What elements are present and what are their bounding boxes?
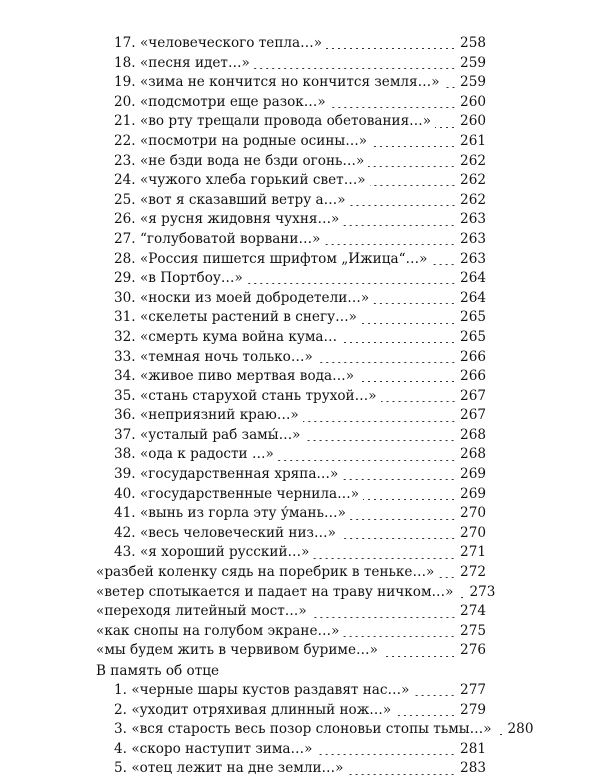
toc-entry-title (114, 465, 338, 485)
toc-entry[interactable] (96, 171, 486, 191)
toc-entry[interactable] (96, 93, 486, 113)
toc-entry-number: 17. (114, 35, 136, 51)
toc-entry-number: 26. (114, 211, 136, 228)
toc-entry-number: 25. (114, 191, 136, 208)
dot-leader (368, 166, 456, 167)
toc-entry-number: 5. (114, 760, 127, 777)
toc-entry-number: 33. (114, 348, 136, 365)
numbered-poems-list (96, 34, 486, 563)
dot-leader (316, 754, 456, 755)
toc-entry[interactable] (96, 720, 534, 740)
toc-entry-text: «Россия пишется шрифтом „Ижица“…» (139, 250, 428, 267)
toc-entry-text: «песня идет…» (139, 54, 250, 71)
toc-entry-page-number: 274 (460, 603, 486, 620)
toc-entry-title (114, 210, 339, 230)
toc-entry-text: «я русня жидовня чухня…» (139, 211, 340, 228)
dot-leader (342, 479, 456, 480)
toc-entry-title (96, 602, 307, 622)
dot-leader (343, 636, 456, 637)
toc-entry-number: 37. (114, 426, 136, 443)
dot-leader (350, 519, 456, 520)
toc-entry-title (114, 269, 243, 289)
toc-entry-text: «в Портбоу…» (139, 270, 243, 287)
toc-entry[interactable] (96, 348, 486, 368)
toc-entry-text: «мы будем жить в червивом буриме…» (96, 642, 378, 659)
toc-entry[interactable] (96, 465, 486, 485)
toc-entry-text: «черные шары кустов раздавят нас…» (131, 682, 410, 698)
toc-entry-page-number: 271 (460, 544, 486, 561)
toc-entry[interactable] (96, 602, 486, 622)
toc-entry-number: 1. (114, 682, 127, 698)
dot-leader (343, 225, 456, 226)
toc-entry[interactable] (96, 152, 486, 172)
toc-entry-page-number: 268 (460, 446, 486, 463)
toc-entry[interactable] (96, 701, 486, 721)
toc-entry-text: «скоро наступит зима…» (131, 740, 313, 757)
toc-entry-text: «я хороший русский…» (139, 544, 310, 561)
toc-entry-number: 3. (114, 721, 127, 738)
toc-entry-page-number: 262 (460, 191, 486, 208)
toc-entry-text: «усталый раб замы́…» (139, 426, 301, 443)
toc-entry-title (114, 445, 274, 465)
toc-entry-page-number: 263 (460, 250, 486, 267)
toc-entry[interactable] (96, 308, 486, 328)
toc-entry-text: «темная ночь только…» (139, 348, 313, 365)
dot-leader (358, 381, 456, 382)
dot-leader (311, 617, 456, 618)
toc-entry-page-number: 281 (460, 740, 486, 757)
toc-entry[interactable] (96, 269, 486, 289)
toc-entry-number: 38. (114, 446, 136, 463)
toc-entry-text: «стань старухой стань трухой…» (139, 387, 377, 404)
toc-entry-number: 42. (114, 524, 136, 541)
toc-entry-page-number: 280 (507, 721, 534, 738)
toc-entry[interactable] (96, 583, 496, 603)
dot-leader (247, 283, 456, 284)
toc-entry[interactable] (96, 230, 486, 250)
toc-entry-page-number: 276 (460, 642, 486, 659)
toc-entry-page-number: 273 (469, 583, 496, 600)
toc-entry-number: 20. (114, 93, 136, 110)
toc-entry-text: «вынь из горла эту у́мань…» (139, 505, 346, 522)
toc-entry-page-number: 264 (460, 289, 486, 306)
dot-leader (324, 244, 456, 245)
toc-entry-title (96, 563, 434, 583)
toc-entry-title (114, 191, 346, 211)
toc-entry-text: «вот я сказавший ветру а…» (139, 191, 346, 208)
dot-leader (278, 460, 456, 461)
toc-entry-title (114, 504, 346, 524)
toc-entry-title (114, 54, 250, 74)
toc-entry-number: 40. (114, 485, 136, 502)
toc-entry-text: «чужого хлеба горький свет…» (139, 172, 366, 189)
dot-leader (361, 323, 456, 324)
dot-leader (347, 774, 456, 775)
toc-entry-page-number: 283 (460, 760, 486, 777)
dot-leader (382, 656, 456, 657)
toc-entry-text: “голубоватой ворвани…» (139, 230, 321, 247)
toc-entry-page-number: 275 (460, 622, 486, 639)
toc-entry[interactable] (96, 112, 486, 132)
toc-entry-page-number: 266 (460, 368, 486, 385)
toc-entry-title (114, 759, 343, 779)
dot-leader (370, 185, 456, 186)
toc-entry-number: 19. (114, 74, 136, 91)
toc-entry-title (114, 289, 369, 309)
toc-entry-page-number: 262 (460, 172, 486, 189)
dot-leader (330, 107, 456, 108)
toc-entry-text: «живое пиво мертвая вода…» (139, 368, 355, 385)
dot-leader (435, 127, 456, 128)
toc-entry-title (114, 171, 366, 191)
toc-entry-page-number: 265 (460, 309, 486, 326)
toc-entry-page-number: 259 (460, 54, 486, 71)
toc-entry-text: «неприязний краю…» (139, 407, 299, 424)
section-heading: В память об отце (96, 663, 220, 679)
toc-entry[interactable] (96, 250, 486, 270)
toc-entry-number: 30. (114, 289, 136, 306)
toc-entry-title (114, 308, 357, 328)
toc-entry-title (114, 250, 427, 270)
toc-entry-text: «скелеты растений в снегу…» (139, 309, 357, 326)
dot-leader (303, 421, 456, 422)
toc-entry-text: «переходя литейный мост…» (96, 603, 307, 620)
toc-entry-number: 27. (114, 230, 136, 247)
toc-entry-text: «ветер спотыкается и падает на траву ничком…» (96, 583, 454, 600)
dot-leader (457, 597, 465, 598)
dot-leader (341, 342, 456, 343)
toc-entry-page-number: 258 (460, 35, 486, 51)
toc-entry-page-number: 259 (460, 74, 486, 91)
toc-entry-number: 22. (114, 132, 136, 149)
dot-leader (496, 734, 504, 735)
toc-entry-number: 36. (114, 407, 136, 424)
toc-entry-number: 32. (114, 328, 136, 345)
toc-entry-number: 41. (114, 505, 136, 522)
toc-entry-title (96, 622, 339, 642)
toc-entry-number: 24. (114, 172, 136, 189)
dot-leader (395, 715, 456, 716)
toc-entry-page-number: 272 (460, 564, 486, 581)
toc-entry-text: «ода к радости …» (139, 446, 274, 463)
toc-entry-title (114, 720, 492, 740)
toc-entry-page-number: 269 (460, 466, 486, 483)
section-poems-list (96, 681, 534, 779)
toc-entry-text: «весь человеческий низ…» (139, 524, 336, 541)
toc-entry-title (114, 426, 300, 446)
unnumbered-poems-list (96, 563, 496, 661)
toc-entry-text: «государственные чернила…» (139, 485, 360, 502)
toc-entry-text: «носки из моей добродетели…» (139, 289, 370, 306)
toc-entry-text: «зима не кончится но кончится земля…» (139, 74, 440, 91)
toc-entry-title (114, 387, 377, 407)
toc-entry-page-number: 260 (460, 113, 486, 130)
toc-entry-text: «как снопы на голубом экране…» (96, 622, 340, 639)
toc-entry-page-number: 279 (460, 701, 486, 718)
toc-entry-page-number: 277 (460, 682, 486, 698)
toc-entry-title (96, 641, 378, 661)
toc-entry-title (114, 543, 309, 563)
toc-entry-page-number: 264 (460, 270, 486, 287)
toc-entry-number: 43. (114, 544, 136, 561)
toc-entry-number: 39. (114, 466, 136, 483)
toc-entry[interactable] (96, 504, 486, 524)
toc-entry[interactable] (96, 210, 486, 230)
toc-entry[interactable] (96, 34, 486, 54)
toc-entry-title (114, 701, 391, 721)
toc-entry-title (114, 367, 354, 387)
toc-entry-number: 23. (114, 152, 136, 169)
toc-entry-title (114, 681, 409, 701)
toc-entry-page-number: 265 (460, 328, 486, 345)
toc-entry-text: «разбей коленку сядь на поребрик в теньке…» (96, 564, 435, 581)
toc-entry[interactable] (96, 191, 486, 211)
dot-leader (381, 401, 457, 402)
toc-entry-number: 2. (114, 701, 127, 718)
toc-entry-number: 35. (114, 387, 136, 404)
toc-entry-number: 31. (114, 309, 136, 326)
toc-entry[interactable] (96, 524, 486, 544)
toc-entry[interactable] (96, 132, 486, 152)
table-of-contents (96, 34, 534, 779)
toc-entry-text: «уходит отряхивая длинный нож…» (131, 701, 392, 718)
toc-entry-page-number: 263 (460, 230, 486, 247)
toc-entry[interactable] (96, 681, 486, 701)
toc-entry[interactable] (96, 54, 486, 74)
toc-entry-number: 34. (114, 368, 136, 385)
toc-entry-title (114, 152, 364, 172)
dot-leader (304, 440, 456, 441)
toc-entry-title (114, 524, 336, 544)
toc-entry[interactable] (96, 622, 486, 642)
toc-entry-page-number: 262 (460, 152, 486, 169)
toc-entry[interactable] (96, 445, 486, 465)
toc-entry-page-number: 270 (460, 505, 486, 522)
toc-entry-text: «государственная хряпа…» (139, 466, 339, 483)
toc-entry-text: «человеческого тепла…» (139, 35, 323, 51)
toc-entry-page-number: 270 (460, 524, 486, 541)
dot-leader (371, 146, 456, 147)
toc-entry-title (114, 230, 320, 250)
toc-entry-title (114, 485, 359, 505)
toc-entry-page-number: 260 (460, 93, 486, 110)
dot-leader (317, 362, 456, 363)
dot-leader (340, 538, 456, 539)
toc-entry-page-number: 267 (460, 387, 486, 404)
toc-entry-text: «посмотри на родные осины…» (139, 132, 368, 149)
toc-entry-page-number: 269 (460, 485, 486, 502)
toc-entry-title (114, 328, 337, 348)
toc-entry-title (114, 93, 326, 113)
dot-leader (413, 695, 456, 696)
dot-leader (313, 558, 456, 559)
toc-entry-text: «подсмотри еще разок…» (139, 93, 326, 110)
toc-entry-title (114, 112, 431, 132)
dot-leader (350, 205, 456, 206)
toc-entry-text: «не бзди вода не бзди огонь…» (139, 152, 365, 169)
toc-entry-text: «вся старость весь позор слоновьи стопы тьмы…» (131, 721, 492, 738)
toc-entry-number: 28. (114, 250, 136, 267)
toc-entry-text: «во рту трещали провода обетования…» (139, 113, 432, 130)
toc-entry-number: 18. (114, 54, 136, 71)
dot-leader (363, 499, 456, 500)
toc-entry[interactable] (96, 426, 486, 446)
toc-entry[interactable] (96, 289, 486, 309)
toc-entry-number: 4. (114, 740, 127, 757)
dot-leader (444, 87, 457, 88)
toc-entry-page-number: 263 (460, 211, 486, 228)
toc-entry[interactable] (96, 641, 486, 661)
toc-entry-page-number: 268 (460, 426, 486, 443)
toc-entry[interactable] (96, 406, 486, 426)
toc-entry-text: «смерть кума война кума… (139, 328, 338, 345)
dot-leader (373, 303, 456, 304)
toc-entry[interactable] (96, 485, 486, 505)
toc-entry-title (114, 348, 313, 368)
toc-entry-number: 21. (114, 113, 136, 130)
toc-entry-title (114, 406, 299, 426)
toc-entry-title (114, 73, 440, 93)
dot-leader (254, 68, 456, 69)
toc-entry[interactable] (96, 563, 486, 583)
toc-entry[interactable] (96, 73, 486, 93)
toc-entry[interactable] (96, 543, 486, 563)
dot-leader (326, 48, 456, 49)
toc-entry[interactable] (96, 328, 486, 348)
toc-entry-number: 29. (114, 270, 136, 287)
toc-entry-text: «отец лежит на дне земли…» (131, 760, 344, 777)
toc-entry[interactable] (96, 759, 486, 779)
toc-entry-title (114, 132, 367, 152)
dot-leader (438, 577, 456, 578)
toc-entry[interactable] (96, 367, 486, 387)
toc-entry[interactable] (96, 387, 486, 407)
toc-entry-title (114, 34, 322, 54)
toc-entry-page-number: 261 (460, 132, 486, 149)
toc-entry-page-number: 266 (460, 348, 486, 365)
dot-leader (431, 264, 456, 265)
toc-entry-page-number: 267 (460, 407, 486, 424)
toc-entry-title (96, 583, 453, 603)
